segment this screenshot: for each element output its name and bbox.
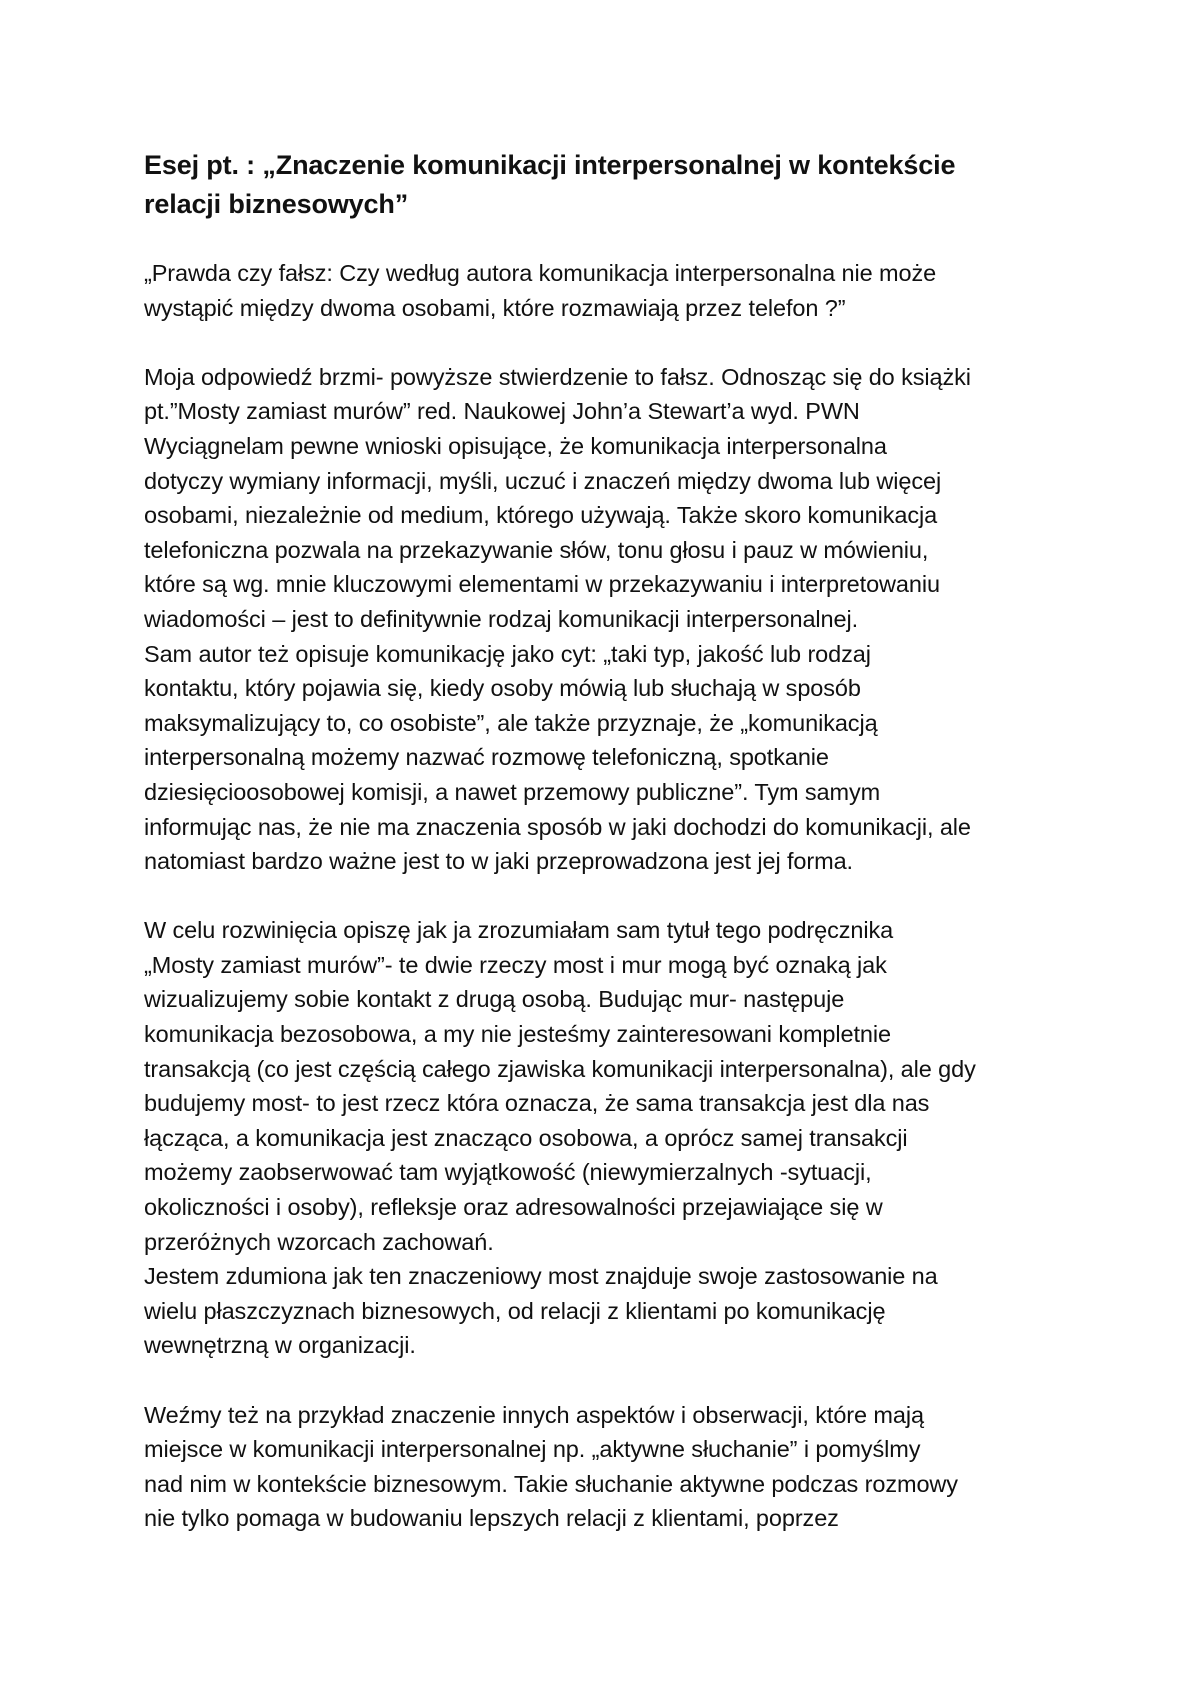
text-line: kontaktu, który pojawia się, kiedy osoby mówią lub słuchają w sposób: [144, 675, 861, 702]
text-line: budujemy most- to jest rzecz która oznacza, że sama transakcja jest dla nas: [144, 1090, 930, 1117]
text-line: komunikacja bezosobowa, a my nie jesteśmy zainteresowani kompletnie: [144, 1021, 891, 1048]
text-line: dotyczy wymiany informacji, myśli, uczuć i znaczeń między dwoma lub więcej: [144, 467, 942, 494]
text-line: wizualizujemy sobie kontakt z drugą osobą. Budując mur- następuje: [144, 986, 845, 1013]
text-line: osobami, niezależnie od medium, którego używają. Także skoro komunikacja: [144, 502, 938, 529]
text-line: interpersonalną możemy nazwać rozmowę telefoniczną, spotkanie: [144, 744, 829, 771]
essay-title-line: relacji biznesowych”: [144, 189, 409, 219]
text-line: dziesięcioosobowej komisji, a nawet przemowy publiczne”. Tym samym: [144, 778, 881, 805]
text-line: W celu rozwinięcia opiszę jak ja zrozumiałam sam tytuł tego podręcznika: [144, 917, 894, 944]
text-line: wielu płaszczyznach biznesowych, od relacji z klientami po komunikację: [144, 1297, 886, 1324]
text-line: wewnętrzną w organizacji.: [144, 1332, 416, 1359]
text-line: informując nas, że nie ma znaczenia sposób w jaki dochodzi do komunikacji, ale: [144, 813, 971, 840]
text-line: możemy zaobserwować tam wyjątkowość (niewymierzalnych -sytuacji,: [144, 1159, 872, 1186]
text-line: wystąpić między dwoma osobami, które rozmawiają przez telefon ?”: [144, 294, 846, 321]
spacer: [144, 1363, 1070, 1398]
text-line: łącząca, a komunikacja jest znacząco osobowa, a oprócz samej transakcji: [144, 1124, 908, 1151]
spacer: [144, 224, 1070, 256]
text-line: „Mosty zamiast murów”- te dwie rzeczy most i mur mogą być oznaką jak: [144, 951, 887, 978]
text-line: „Prawda czy fałsz: Czy według autora komunikacja interpersonalna nie może: [144, 260, 937, 286]
text-line: natomiast bardzo ważne jest to w jaki przeprowadzona jest jej forma.: [144, 848, 853, 875]
text-line: wiadomości – jest to definitywnie rodzaj komunikacji interpersonalnej.: [144, 605, 859, 632]
text-line: przeróżnych wzorcach zachowań.: [144, 1228, 494, 1255]
text-line: które są wg. mnie kluczowymi elementami w przekazywaniu i interpretowaniu: [144, 571, 940, 598]
text-line: Jestem zdumiona jak ten znaczeniowy most znajduje swoje zastosowanie na: [144, 1263, 938, 1290]
text-line: Sam autor też opisuje komunikację jako cyt: „taki typ, jakość lub rodzaj: [144, 640, 871, 667]
paragraph-3: [144, 1398, 1070, 1536]
text-line: miejsce w komunikacji interpersonalnej np. „aktywne słuchanie” i pomyślmy: [144, 1436, 921, 1463]
text-line: nad nim w kontekście biznesowym. Takie słuchanie aktywne podczas rozmowy: [144, 1470, 958, 1497]
text-line: Wyciągnelam pewne wnioski opisujące, że komunikacja interpersonalna: [144, 432, 887, 459]
text-line: pt.”Mosty zamiast murów” red. Naukowej John’a Stewart’a wyd. PWN: [144, 398, 860, 425]
question-paragraph: [144, 256, 1070, 325]
essay-title: [144, 146, 1070, 224]
paragraph-2: [144, 913, 1070, 1363]
spacer: [144, 879, 1070, 914]
text-line: nie tylko pomaga w budowaniu lepszych relacji z klientami, poprzez: [144, 1505, 839, 1532]
text-line: maksymalizujący to, co osobiste”, ale także przyznaje, że „komunikacją: [144, 709, 878, 736]
text-line: Weźmy też na przykład znaczenie innych aspektów i obserwacji, które mają: [144, 1401, 924, 1428]
text-line: okoliczności i osoby), refleksje oraz adresowalności przejawiające się w: [144, 1194, 883, 1221]
spacer: [144, 325, 1070, 360]
text-line: Moja odpowiedź brzmi- powyższe stwierdzenie to fałsz. Odnosząc się do książki: [144, 363, 971, 390]
text-line: telefoniczna pozwala na przekazywanie słów, tonu głosu i pauz w mówieniu,: [144, 536, 929, 563]
paragraph-1: [144, 360, 1070, 879]
essay-title-line: Esej pt. : „Znaczenie komunikacji interpersonalnej w kontekście: [144, 150, 956, 180]
text-line: transakcją (co jest częścią całego zjawiska komunikacji interpersonalna), ale gdy: [144, 1055, 976, 1082]
